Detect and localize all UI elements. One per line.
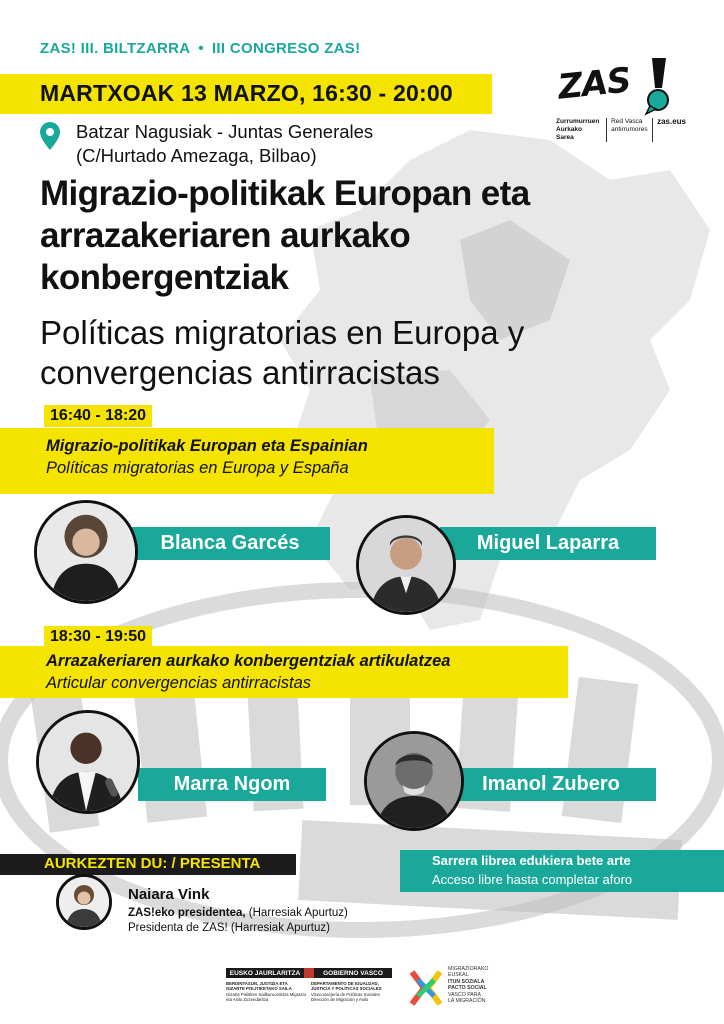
speaker-photo-miguel-laparra [356,515,456,615]
pact-es-line2: VASCO PARA [448,991,481,998]
pact-es-line1: PACTO SOCIAL [448,985,487,992]
speaker-photo-blanca-garces [34,500,138,604]
speaker-photo-marra-ngom [36,710,140,814]
coat-of-arms-icon [304,968,314,978]
pact-es-line3: LA MIGRACIÓN [448,998,486,1005]
session-2-time: 18:30 - 19:50 [44,626,152,648]
speaker-name-marra-ngom: Marra Ngom [138,768,326,801]
person-avatar-icon [37,503,135,601]
government-name-es: GOBIERNO VASCO [314,968,392,978]
exclamation-speech-bubble-icon [640,56,676,116]
congress-header [40,40,360,57]
presenter-role-es: Presidenta de ZAS! (Harresiak Apurtuz) [128,922,330,934]
speaker-photo-imanol-zubero [364,731,464,831]
venue-name: Batzar Nagusiak - Juntas Generales [76,121,374,142]
government-name-bar [226,968,392,978]
event-date-time: MARTXOAK 13 MARZO, 16:30 - 20:00 [40,80,453,106]
entry-info-es: Acceso libre hasta completar aforo [432,872,633,887]
person-avatar-icon [39,713,137,811]
basque-government-logo [226,968,392,1014]
presenter-role-eu-org: (Harresiak Apurtuz) [245,907,348,919]
department-eu: BERDINTASUN, JUSTIZIA ETA GIZARTE POLITIKETAKO SAILA [226,981,292,992]
session-1-title-es: Políticas migratorias en Europa y España [46,459,349,477]
department-sub-eu: Gizarte Politiken Sailburuordetza Migrazio eta Asilo Zuzendaritza [226,991,307,1002]
presenter-photo-naiara-vink [56,874,112,930]
person-avatar-icon [59,877,109,927]
main-title-eu: Migrazio-politikak Europan eta arrazakeriaren aurkako konbergentziak [40,174,530,297]
department-sub-es: Viceconsejería de Políticas Sociales Dirección de Migración y Asilo [311,991,380,1002]
venue-address [76,120,373,168]
speaker-name-miguel-laparra: Miguel Laparra [440,527,656,560]
person-avatar-icon [367,734,461,828]
pact-eu-line1: MIGRAZIORAKO [448,966,489,972]
congress-title-eu: ZAS! III. BILTZARRA [40,40,191,57]
presenter-label: AURKEZTEN DU: / PRESENTA [44,855,261,872]
presenter-role-eu [128,907,348,919]
migration-pact-logo-icon [408,968,444,1008]
migration-pact-text [448,966,520,1004]
presenter-role-eu-bold: ZAS!eko presidentea, [128,907,246,919]
entry-info-eu: Sarrera librea edukiera bete arte [432,853,631,868]
session-1-title-eu: Migrazio-politikak Europan eta Espainian [46,437,368,455]
department-text [226,981,392,1002]
speaker-name-imanol-zubero: Imanol Zubero [446,768,656,801]
logo-network-es: Red Vasca antirrumores [606,118,646,142]
header-separator: • [198,40,204,57]
session-2-title-eu: Arrazakeriaren aurkako konbergentziak artikulatzea [46,652,451,670]
zas-logo-word: ZAS [556,60,633,108]
congress-title-es: III CONGRESO ZAS! [211,40,361,57]
logo-url: zas.eus [652,118,686,142]
presenter-name: Naiara Vink [128,886,210,903]
pact-eu-line2: EUSKAL [448,972,469,979]
logo-tagline [556,118,686,142]
location-pin-icon [40,122,60,150]
government-name-eu: EUSKO JAURLARITZA [226,968,304,978]
speaker-name-blanca-garces: Blanca Garcés [130,527,330,560]
session-2-title-es: Articular convergencias antirracistas [46,674,312,692]
main-title-es: Políticas migratorias en Europa y convergencias antirracistas [40,314,525,391]
pact-eu-line3: ITUN SOZIALA [448,978,485,985]
person-avatar-icon [359,518,453,612]
session-1-time: 16:40 - 18:20 [44,405,152,427]
department-es: DEPARTAMENTO DE IGUALDAD, JUSTICIA Y POLÍTICAS SOCIALES [311,981,382,992]
logo-network-eu: Zurrumurruen Aurkako Sarea [556,118,600,141]
venue-street: (C/Hurtado Amezaga, Bilbao) [76,145,317,166]
